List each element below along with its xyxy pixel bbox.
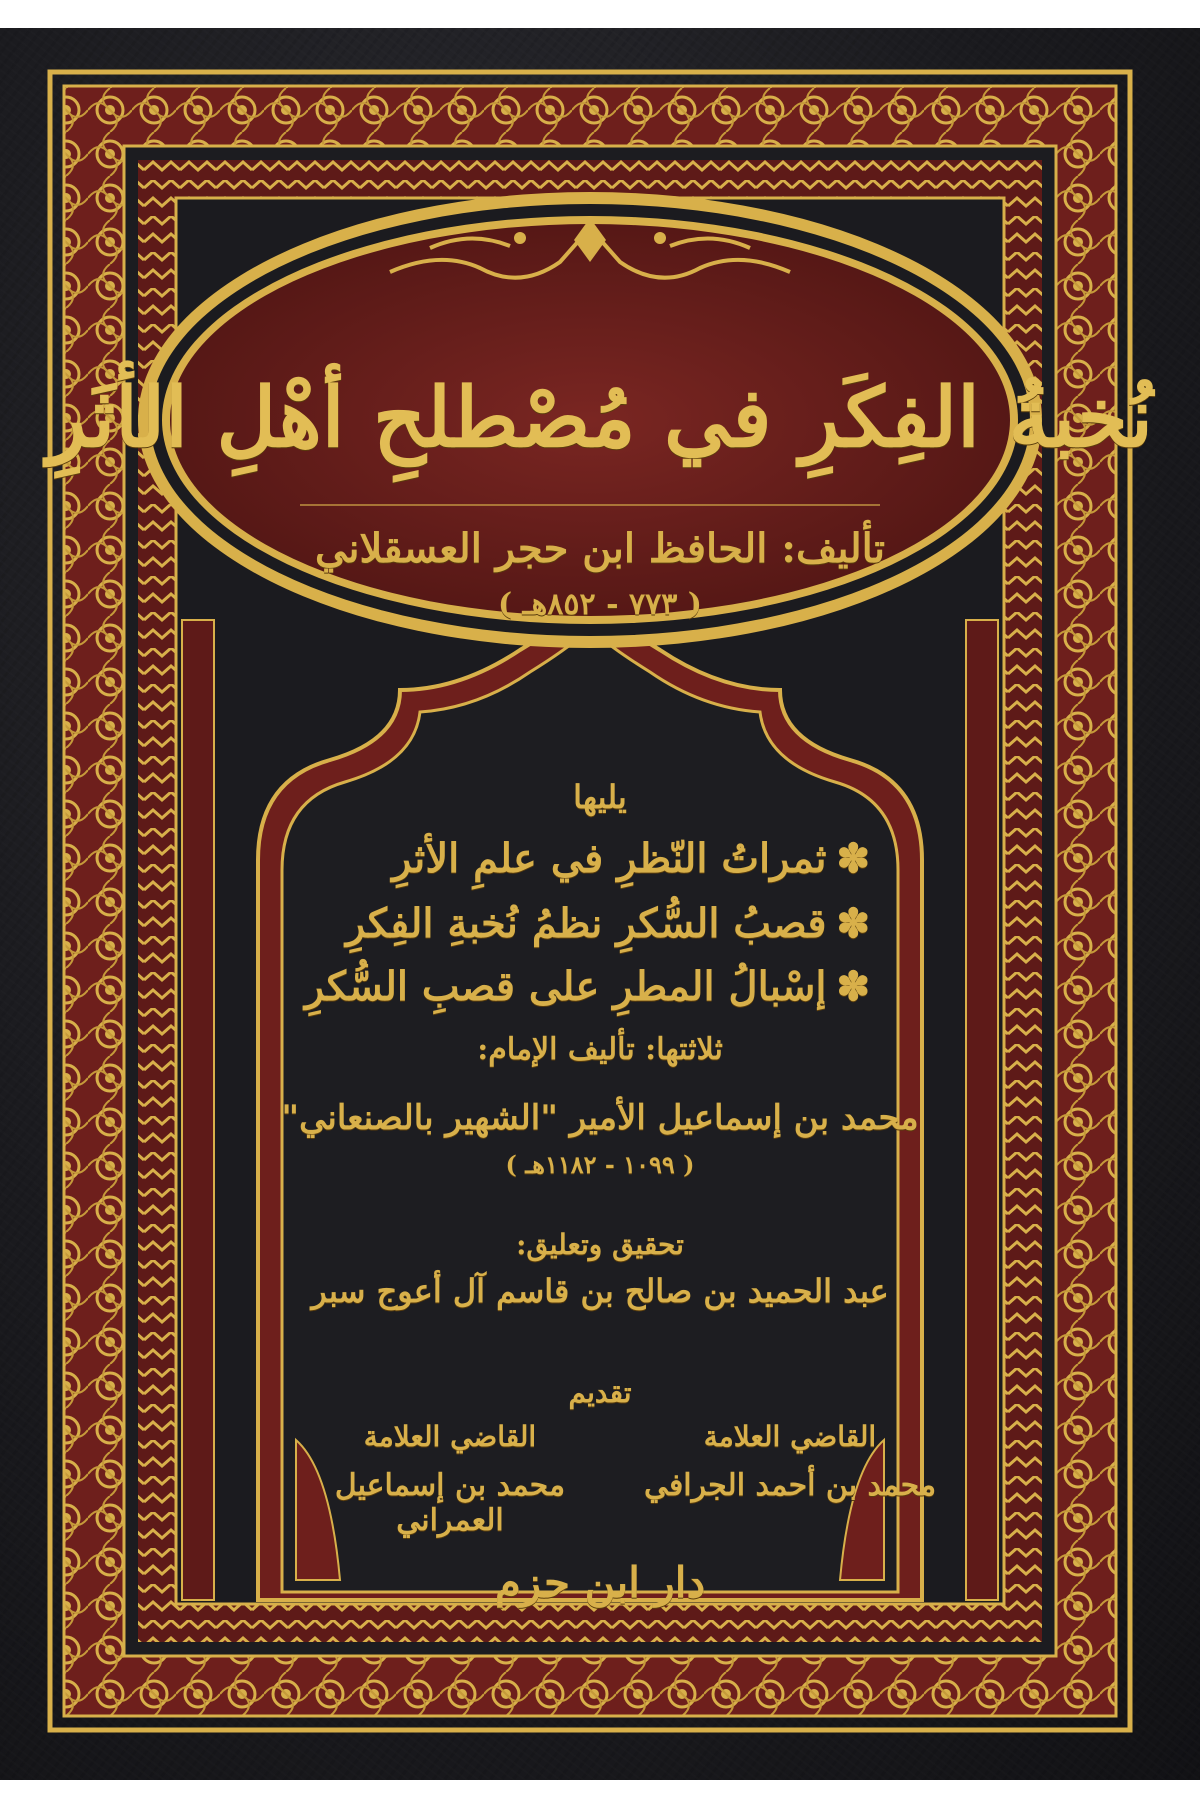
followed-by-label: يليها: [573, 778, 627, 816]
presenter-title: القاضي العلامة: [703, 1420, 877, 1453]
editor-name: عبد الحميد بن صالح بن قاسم آل أعوج سبر: [311, 1272, 889, 1310]
star-bullet-icon: ✽: [836, 963, 870, 1010]
work-title: إسْبالُ المطرِ على قصبِ السُّكرِ: [304, 963, 827, 1010]
author-line: تأليف: الحافظ ابن حجر العسقلاني: [314, 525, 886, 572]
tahqiq-label: تحقيق وتعليق:: [516, 1228, 684, 1261]
presenter-title: القاضي العلامة: [363, 1420, 537, 1453]
work-item: [290, 900, 870, 947]
taqdim-label: تقديم: [568, 1376, 632, 1409]
work-title: ثمراتُ النّظرِ في علمِ الأثرِ: [392, 835, 827, 882]
star-bullet-icon: ✽: [836, 900, 870, 947]
all-three-by-line: ثلاثتها: تأليف الإمام:: [477, 1032, 723, 1067]
author-dates: ( ٧٧٣ - ٨٥٢هـ ): [498, 587, 702, 622]
book-title: نُخبةُ الفِكَرِ في مُصْطلحِ أهْلِ الأثَرِ: [47, 370, 1153, 466]
publisher-name: دار ابن حزم: [494, 1558, 706, 1607]
star-bullet-icon: ✽: [836, 835, 870, 882]
presenter-name: محمد بن أحمد الجرافي: [643, 1468, 937, 1503]
work-title: قصبُ السُّكرِ نظمُ نُخبةِ الفِكرِ: [345, 900, 827, 947]
imam-dates: ( ١٠٩٩ - ١١٨٢هـ ): [505, 1150, 695, 1179]
work-item: [290, 963, 870, 1010]
work-item: [290, 835, 870, 882]
imam-name: محمد بن إسماعيل الأمير "الشهير بالصنعاني": [281, 1098, 919, 1138]
presenter-name: محمد بن إسماعيل العمراني: [334, 1468, 566, 1538]
